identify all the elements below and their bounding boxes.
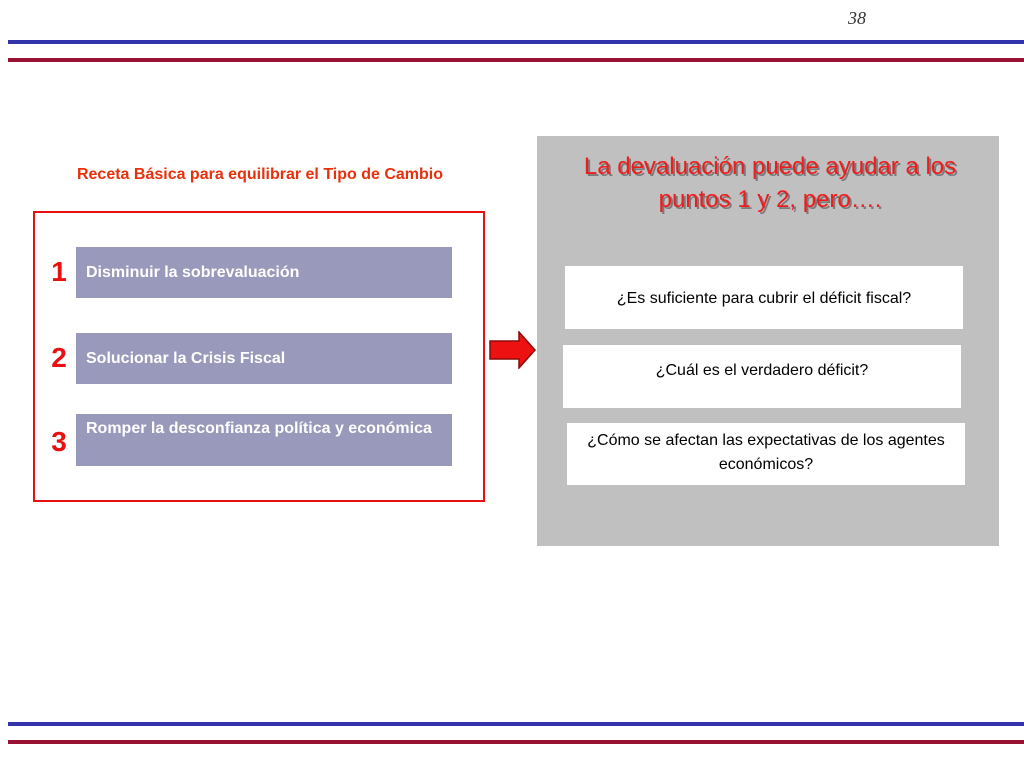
question-box-2: ¿Cuál es el verdadero déficit? [563, 345, 961, 408]
step-number-1: 1 [51, 256, 67, 287]
step-box-1: Disminuir la sobrevaluación [76, 247, 452, 298]
bottom-red-rule [8, 740, 1024, 744]
step-number-2: 2 [51, 342, 67, 373]
step-number-3: 3 [51, 426, 67, 457]
panel-title: La devaluación puede ayudar a los puntos 1 y 2, pero…. [583, 153, 957, 213]
right-arrow-icon [489, 331, 537, 369]
step-box-3: Romper la desconfianza política y económica [76, 414, 452, 466]
top-blue-rule [8, 40, 1024, 44]
page-number: 38 [848, 8, 866, 28]
bottom-blue-rule [8, 722, 1024, 726]
recipe-title: Receta Básica para equilibrar el Tipo de Cambio [76, 166, 444, 183]
top-red-rule [8, 58, 1024, 62]
question-box-1: ¿Es suficiente para cubrir el déficit fiscal? [565, 266, 963, 329]
step-box-2: Solucionar la Crisis Fiscal [76, 333, 452, 384]
question-box-3: ¿Cómo se afectan las expectativas de los agentes económicos? [567, 423, 965, 485]
